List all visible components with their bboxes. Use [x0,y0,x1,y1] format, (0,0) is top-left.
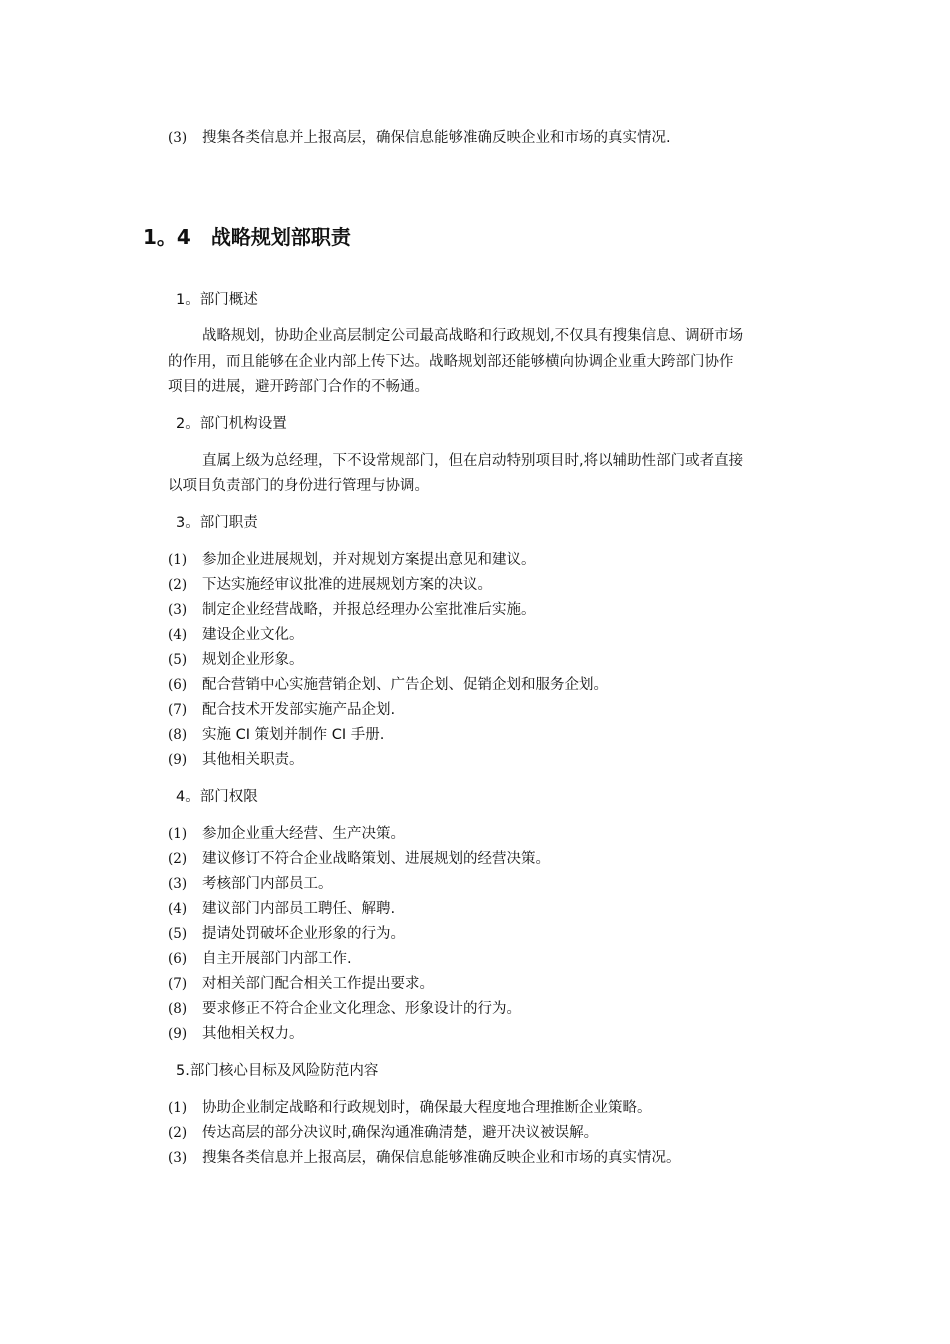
list-item [168,824,405,844]
list-text: 建议部门内部员工聘任、解聘. [202,901,396,917]
list-item [168,974,434,994]
list-number: (1) [168,552,188,568]
list-text: 建设企业文化。 [202,627,304,643]
list-item [168,650,304,670]
list-item [168,849,550,869]
list-text: 自主开展部门内部工作. [202,951,352,967]
list-text: 制定企业经营战略，并报总经理办公室批准后实施。 [202,602,536,618]
list-text: 提请处罚破坏企业形象的行为。 [202,926,405,942]
list-text: 规划企业形象。 [202,652,304,668]
list-item [168,128,671,148]
list-number: (2) [168,1125,188,1141]
list-item [168,949,352,969]
list-text: 参加企业重大经营、生产决策。 [202,826,405,842]
list-item [168,750,304,770]
list-number: (1) [168,826,188,842]
list-text: 搜集各类信息并上报高层，确保信息能够准确反映企业和市场的真实情况。 [202,1150,681,1166]
list-item [168,675,608,695]
list-item [168,600,536,620]
list-item [168,924,405,944]
list-number: (3) [168,876,188,892]
list-number: (5) [168,652,188,668]
paragraph-line: 直属上级为总经理，下不设常规部门，但在启动特别项目时,将以辅助性部门或者直接 [202,453,744,469]
list-text: 搜集各类信息并上报高层，确保信息能够准确反映企业和市场的真实情况. [202,130,671,146]
list-number: (3) [168,130,188,146]
subsection-heading-structure: 2。部门机构设置 [176,416,287,432]
subsection-heading-duties: 3。部门职责 [176,515,258,531]
list-number: (6) [168,951,188,967]
list-number: (7) [168,976,188,992]
subsection-heading-authority: 4。部门权限 [176,789,258,805]
list-item [168,700,395,720]
list-item [168,550,536,570]
list-text: 考核部门内部员工。 [202,876,333,892]
list-number: (2) [168,851,188,867]
list-text: 要求修正不符合企业文化理念、形象设计的行为。 [202,1001,521,1017]
list-number: (4) [168,627,188,643]
paragraph-line: 的作用，而且能够在企业内部上传下达。战略规划部还能够横向协调企业重大跨部门协作 [168,354,734,370]
list-item [168,625,304,645]
list-number: (1) [168,1100,188,1116]
list-text: 协助企业制定战略和行政规划时，确保最大程度地合理推断企业策略。 [202,1100,652,1116]
list-text: 下达实施经审议批准的进展规划方案的决议。 [202,577,492,593]
list-number: (8) [168,1001,188,1017]
list-number: (4) [168,901,188,917]
list-item [168,1148,681,1168]
paragraph-line: 战略规划，协助企业高层制定公司最高战略和行政规划,不仅具有搜集信息、调研市场 [202,328,744,344]
list-number: (3) [168,602,188,618]
list-text: 配合营销中心实施营销企划、广告企划、促销企划和服务企划。 [202,677,608,693]
list-number: (9) [168,1026,188,1042]
list-item [168,1098,652,1118]
list-text: 传达高层的部分决议时,确保沟通准确清楚，避开决议被误解。 [202,1125,599,1141]
list-text: 参加企业进展规划，并对规划方案提出意见和建议。 [202,552,536,568]
list-text: 实施 CI 策划并制作 CI 手册. [202,727,385,743]
subsection-heading-goals: 5.部门核心目标及风险防范内容 [176,1063,379,1079]
list-number: (9) [168,752,188,768]
list-text: 其他相关职责。 [202,752,304,768]
list-text: 建议修订不符合企业战略策划、进展规划的经营决策。 [202,851,550,867]
list-text: 配合技术开发部实施产品企划. [202,702,396,718]
list-item [168,1024,304,1044]
list-number: (6) [168,677,188,693]
list-item [168,575,492,595]
list-item [168,1123,598,1143]
subsection-heading-overview: 1。部门概述 [176,292,258,308]
list-number: (3) [168,1150,188,1166]
list-item [168,899,395,919]
list-item [168,725,384,745]
list-text: 其他相关权力。 [202,1026,304,1042]
list-text: 对相关部门配合相关工作提出要求。 [202,976,434,992]
section-title: 1。4 战略规划部职责 [143,225,351,249]
paragraph-line: 项目的进展，避开跨部门合作的不畅通。 [168,379,429,395]
paragraph-line: 以项目负责部门的身份进行管理与协调。 [168,478,429,494]
list-number: (2) [168,577,188,593]
list-item [168,874,333,894]
list-number: (5) [168,926,188,942]
list-number: (8) [168,727,188,743]
list-number: (7) [168,702,188,718]
list-item [168,999,521,1019]
